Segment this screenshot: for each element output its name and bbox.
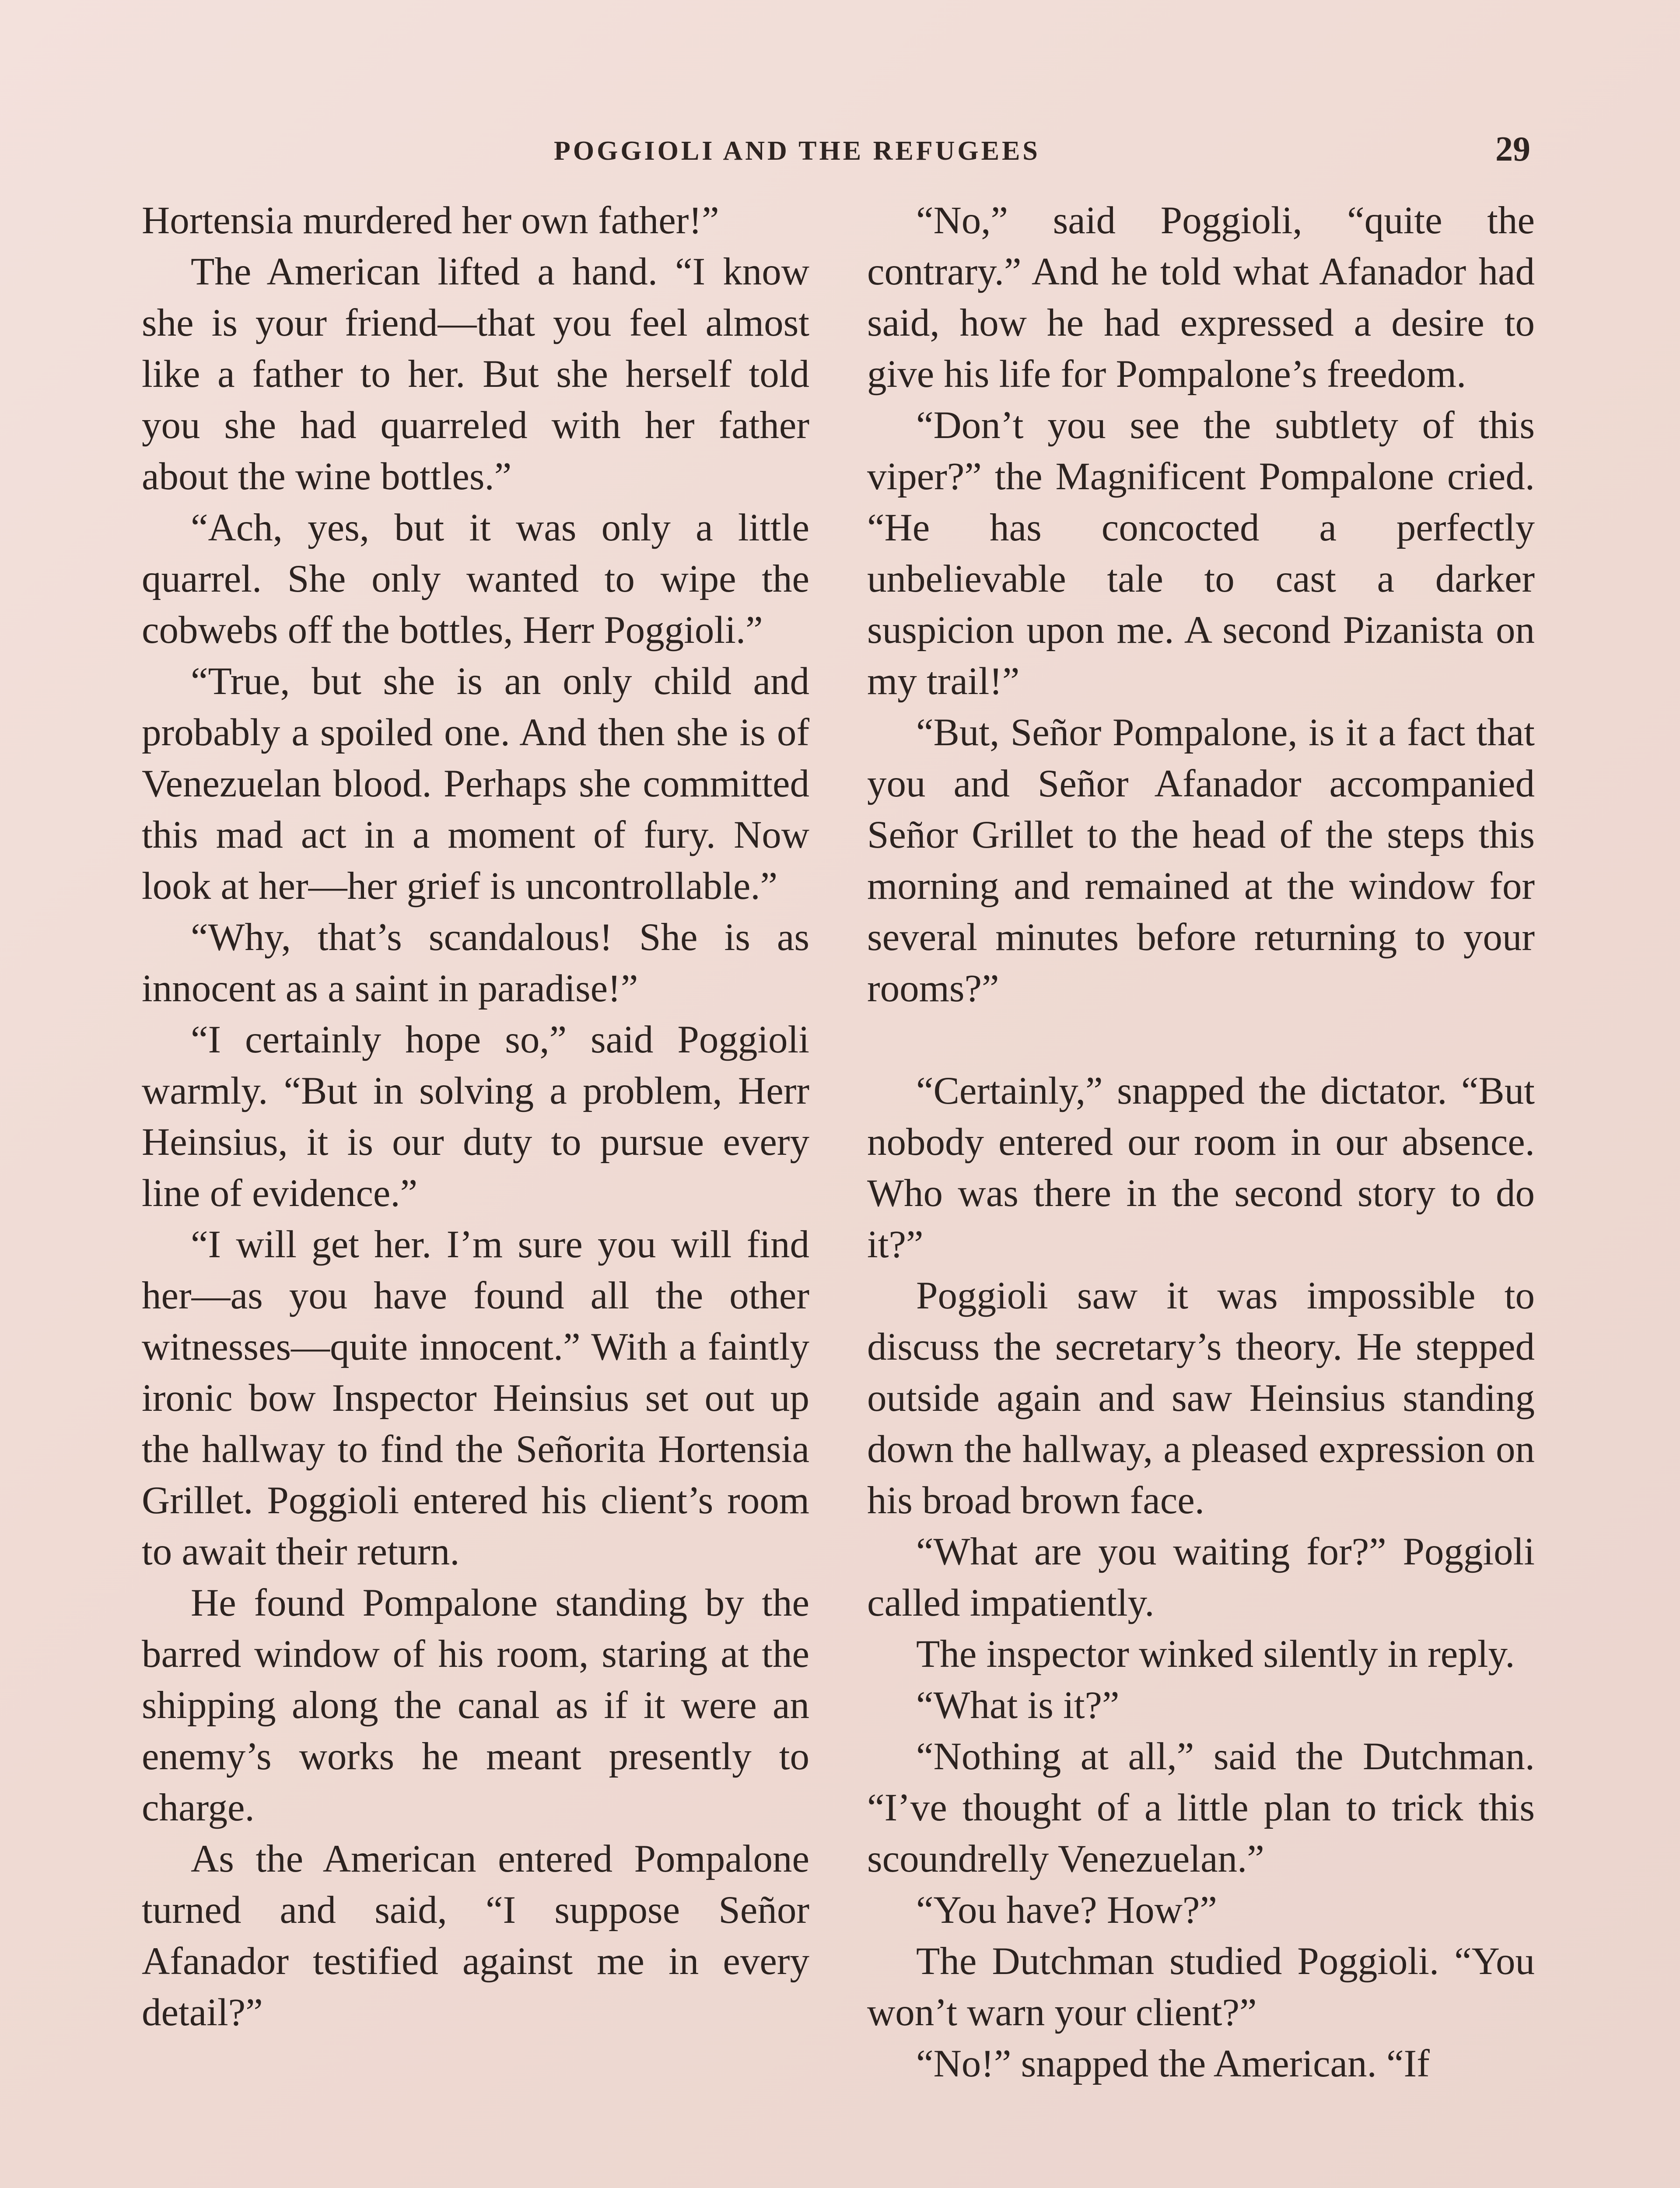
paragraph: “Don’t you see the subtlety of this viper?” the Magnificent Pompalone cried. “He has concocted a perfectly unbelievable tale to cast a darker suspicion upon me. A second Pizanista on my trail!” [867, 404, 1535, 703]
paragraph: “Nothing at all,” said the Dutchman. “I’ve thought of a little plan to trick this scoundrelly Venezuelan.” [867, 1735, 1535, 1880]
paragraph: He found Pompalone standing by the barred window of his room, staring at the shipping along the canal as if it were an enemy’s works he meant presently to charge. [142, 1581, 809, 1829]
right-column [867, 195, 1535, 2090]
left-column [142, 195, 809, 2038]
paragraph: The Dutchman studied Poggioli. “You won’t warn your client?” [867, 1940, 1535, 2034]
paragraph: “No!” snapped the American. “If [916, 2042, 1430, 2085]
paragraph: “But, Señor Pompalone, is it a fact that you and Señor Afanador accompanied Señor Grillet to the head of the steps this morning and remained at the window for several minutes before returning to your rooms?” [867, 711, 1535, 1010]
paragraph: “I certainly hope so,” said Poggioli warmly. “But in solving a problem, Herr Heinsius, it is our duty to pursue every line of evidence.” [142, 1018, 809, 1215]
paragraph: “What is it?” [916, 1684, 1120, 1727]
paragraph: “Why, that’s scandalous! She is as innocent as a saint in paradise!” [142, 916, 809, 1010]
paragraph: As the American entered Pompalone turned and said, “I suppose Señor Afanador testified against me in every detail?” [142, 1837, 809, 2034]
paragraph: Poggioli saw it was impossible to discuss the secretary’s theory. He stepped outside again and saw Heinsius standing down the hallway, a pleased expression on his broad brown face. [867, 1274, 1535, 1522]
paragraph: “Certainly,” snapped the dictator. “But nobody entered our room in our absence. Who was there in the second story to do it?” [867, 1069, 1535, 1266]
paragraph: Hortensia murdered her own father!” [142, 199, 719, 242]
paragraph: The inspector winked silently in reply. [916, 1633, 1515, 1676]
paragraph: “What are you waiting for?” Poggioli called impatiently. [867, 1530, 1535, 1624]
paragraph: “I will get her. I’m sure you will find her—as you have found all the other witnesses—quite innocent.” With a faintly ironic bow Inspector Heinsius set out up the hallway to find the Señorita Hortensia Grillet. Poggioli entered his client’s room to await their return. [142, 1223, 809, 1573]
paragraph: “No,” said Poggioli, “quite the contrary.” And he told what Afanador had said, how he had expressed a desire to give his life for Pompalone’s freedom. [867, 199, 1535, 396]
paragraph: “Ach, yes, but it was only a little quarrel. She only wanted to wipe the cobwebs off the bottles, Herr Poggioli.” [142, 506, 809, 652]
page-number: 29 [1495, 130, 1530, 168]
paragraph: “True, but she is an only child and probably a spoiled one. And then she is of Venezuelan blood. Perhaps she committed this mad act in a moment of fury. Now look at her—her grief is uncontrollable.” [142, 660, 809, 908]
paragraph: The American lifted a hand. “I know she is your friend—that you feel almost like a father to her. But she herself told you she had quarreled with her father about the wine bottles.” [142, 250, 809, 498]
paragraph: “You have? How?” [916, 1889, 1217, 1932]
running-head: POGGIOLI AND THE REFUGEES [554, 136, 1040, 166]
